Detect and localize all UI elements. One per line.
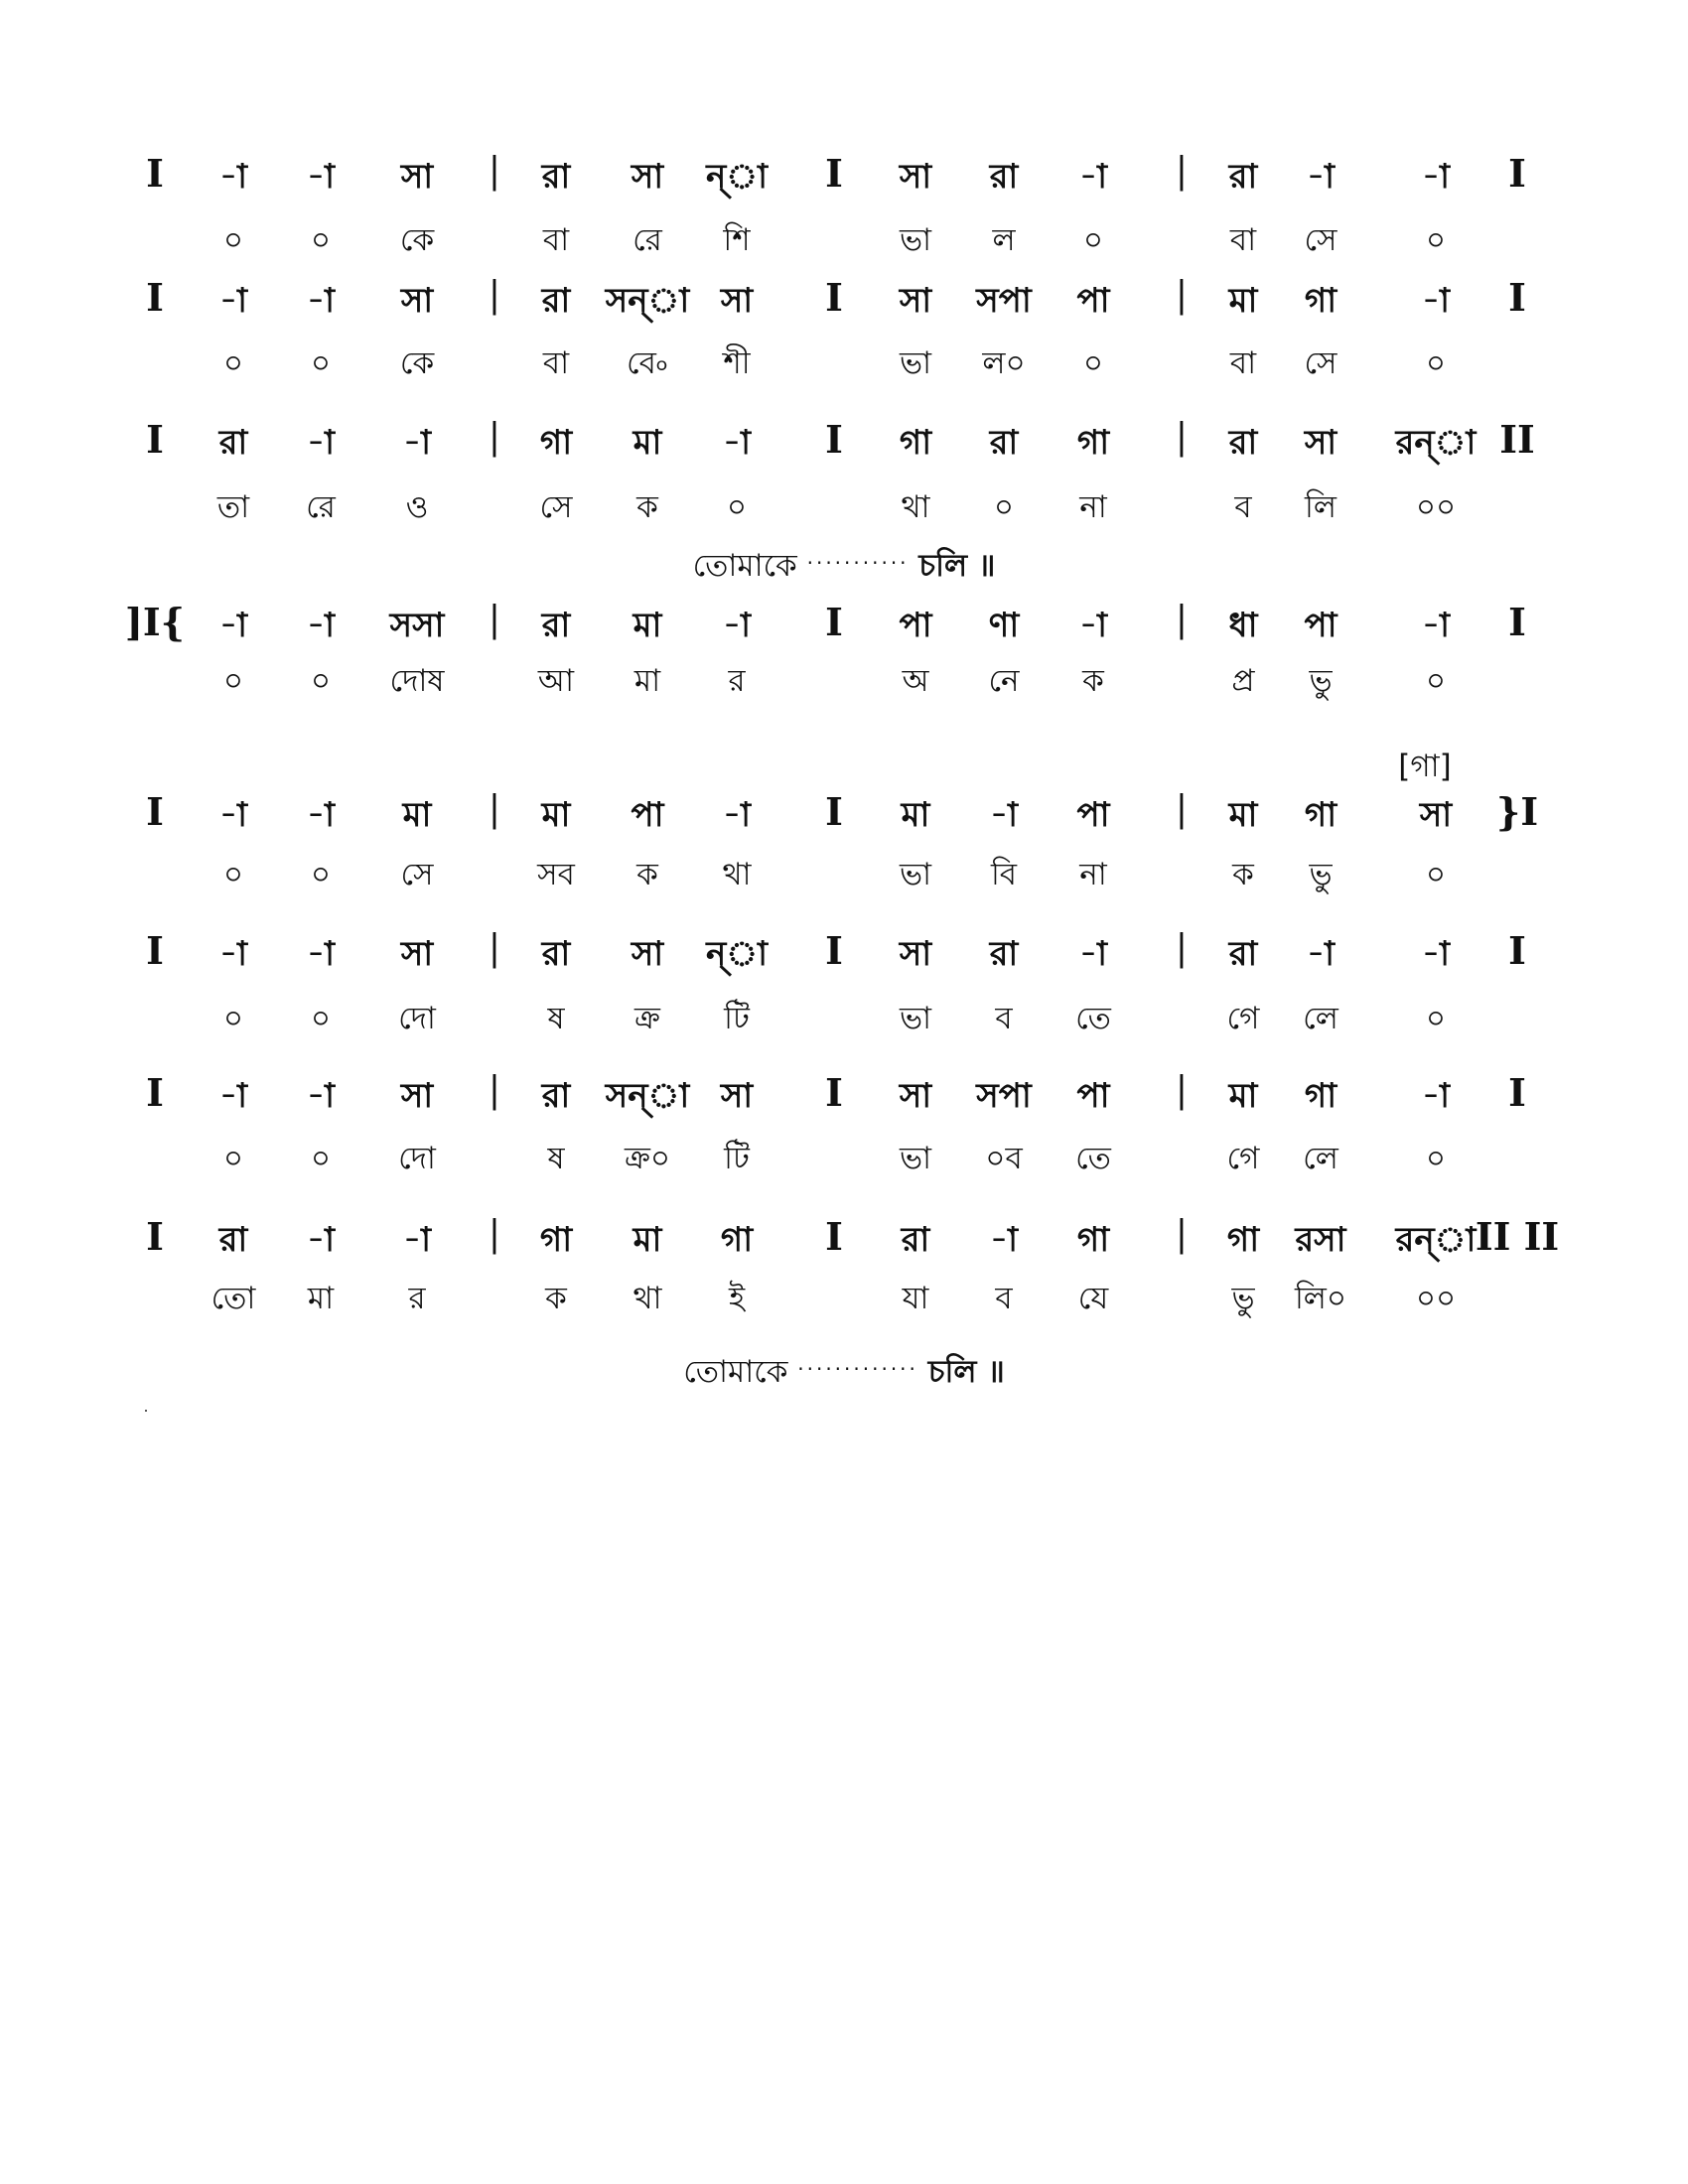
bar-line: | xyxy=(1175,151,1189,192)
bar-line: I xyxy=(825,151,843,196)
bar-line: I xyxy=(146,789,164,834)
lyric-syllable: মা xyxy=(307,1281,335,1316)
lyric-syllable: ভা xyxy=(899,222,932,258)
lyric-syllable: ভু xyxy=(1309,857,1333,892)
lyric-syllable: ক্র০ xyxy=(624,1141,671,1176)
note: রা xyxy=(989,157,1019,197)
lyric-syllable: বা xyxy=(1229,222,1257,258)
note: সা xyxy=(720,1076,754,1116)
bar-line: I xyxy=(146,1070,164,1115)
lyric-syllable: ল xyxy=(992,222,1016,258)
lyric-syllable: র xyxy=(408,1281,426,1316)
note: পা xyxy=(631,795,664,835)
lyric-syllable: লি০ xyxy=(1294,1281,1347,1316)
lyric-syllable: ক xyxy=(545,1281,567,1316)
note: পা xyxy=(1076,795,1110,835)
note: -া xyxy=(219,934,247,974)
note: সা xyxy=(720,281,754,321)
bar-line: | xyxy=(488,789,501,830)
note: মা xyxy=(901,795,930,835)
note: রা xyxy=(218,423,248,463)
lyric-syllable: ০ xyxy=(1082,345,1104,381)
bar-line: | xyxy=(1175,1070,1189,1111)
note: সা xyxy=(899,934,932,974)
note: ণা xyxy=(988,606,1020,645)
lyric-syllable: ও xyxy=(405,489,429,525)
note: -া xyxy=(1079,157,1107,197)
lyric-syllable: ভা xyxy=(899,345,932,381)
bar-line: I xyxy=(1508,275,1526,320)
lyric-syllable: ০ xyxy=(1425,222,1447,258)
note: মা xyxy=(402,795,432,835)
note: রা xyxy=(541,606,571,645)
bar-line: I xyxy=(146,275,164,320)
lyrics-row xyxy=(0,1275,1688,1334)
note: মা xyxy=(633,606,662,645)
note: গা xyxy=(1304,795,1337,835)
note: সপা xyxy=(976,281,1032,321)
lyric-syllable: ক xyxy=(1232,857,1254,892)
lyric-syllable: অ xyxy=(902,663,929,699)
note: পা xyxy=(1304,606,1337,645)
note: -া xyxy=(1422,1076,1450,1116)
note: -া xyxy=(1079,606,1107,645)
refrain-end: চলি ॥ xyxy=(918,548,996,584)
lyric-syllable: ০ xyxy=(310,345,332,381)
lyric-syllable: থা xyxy=(901,489,930,525)
lyrics-row xyxy=(0,995,1688,1054)
note: মা xyxy=(633,1220,662,1260)
bar-line: | xyxy=(488,600,501,640)
note: রা xyxy=(1228,934,1258,974)
lyric-syllable: বা xyxy=(542,222,570,258)
note: সপা xyxy=(976,1076,1032,1116)
bar-line: I xyxy=(146,417,164,462)
note: -া xyxy=(307,1220,335,1260)
lyric-syllable: কে xyxy=(399,222,435,258)
lyric-syllable: ভা xyxy=(899,1141,932,1176)
lyric-syllable: ভা xyxy=(899,1001,932,1036)
refrain-start: তোমাকে xyxy=(683,1354,788,1390)
note: -া xyxy=(403,423,431,463)
lyric-syllable: থা xyxy=(722,857,752,892)
lyric-syllable: আ xyxy=(537,663,575,699)
bar-line: I xyxy=(825,789,843,834)
lyrics-row xyxy=(0,483,1688,543)
note: রা xyxy=(541,1076,571,1116)
refrain-dots: ··········· xyxy=(806,551,910,575)
lyric-syllable: নে xyxy=(988,663,1020,699)
note: -া xyxy=(219,606,247,645)
lyric-syllable: দোষ xyxy=(389,663,445,699)
lyric-syllable: যা xyxy=(902,1281,929,1316)
lyric-syllable: প্র xyxy=(1231,663,1255,699)
lyric-syllable: টি xyxy=(724,1001,750,1036)
bar-line: I xyxy=(146,151,164,196)
bar-line: I xyxy=(825,1214,843,1259)
note: -া xyxy=(307,157,335,197)
note: -া xyxy=(307,606,335,645)
note: পা xyxy=(899,606,932,645)
bar-line: | xyxy=(488,275,501,316)
lyric-syllable: ০ xyxy=(1425,857,1447,892)
lyrics-row xyxy=(0,216,1688,276)
lyric-syllable: তে xyxy=(1075,1001,1111,1036)
note: রা xyxy=(1228,423,1258,463)
lyric-syllable: ০ xyxy=(1425,663,1447,699)
lyric-syllable: ০ xyxy=(310,222,332,258)
note: রা xyxy=(541,281,571,321)
lyric-syllable: মা xyxy=(633,663,661,699)
note: সা xyxy=(1304,423,1337,463)
note: সসা xyxy=(389,606,445,645)
lyric-syllable: লি xyxy=(1305,489,1336,525)
refrain-line xyxy=(0,1348,1688,1400)
lyric-syllable: সে xyxy=(1304,345,1337,381)
bar-line: | xyxy=(1175,928,1189,969)
note: -া xyxy=(723,423,751,463)
lyric-syllable: ভু xyxy=(1309,663,1333,699)
note: সা xyxy=(400,1076,434,1116)
bar-line: I xyxy=(825,417,843,462)
note: গা xyxy=(1226,1220,1260,1260)
note: রা xyxy=(218,1220,248,1260)
lyric-syllable: তা xyxy=(216,489,250,525)
lyric-syllable: তো xyxy=(211,1281,256,1316)
bar-line: | xyxy=(488,928,501,969)
note: মা xyxy=(633,423,662,463)
note: -া xyxy=(1422,281,1450,321)
lyric-syllable: থা xyxy=(633,1281,662,1316)
lyric-syllable: ০ xyxy=(222,345,244,381)
note: সা xyxy=(899,157,932,197)
note: -া xyxy=(723,795,751,835)
lyric-syllable: রে xyxy=(306,489,336,525)
lyric-syllable: ০ xyxy=(1425,1141,1447,1176)
notes-row xyxy=(0,928,1688,988)
lyrics-row xyxy=(0,851,1688,910)
bar-line: I xyxy=(1508,1070,1526,1115)
lyric-syllable: ০ xyxy=(310,1141,332,1176)
note: -া xyxy=(307,795,335,835)
note: -া xyxy=(307,1076,335,1116)
lyric-syllable: শি xyxy=(723,222,751,258)
scan-speck xyxy=(145,1410,147,1412)
note: রা xyxy=(989,423,1019,463)
note: রা xyxy=(901,1220,930,1260)
bar-line: I xyxy=(825,600,843,644)
lyric-syllable: ভা xyxy=(899,857,932,892)
note: মা xyxy=(541,795,571,835)
lyric-syllable: ই xyxy=(728,1281,746,1316)
note: গা xyxy=(1304,1076,1337,1116)
note: সন্া xyxy=(605,1076,690,1116)
note: -া xyxy=(1422,157,1450,197)
note: সা xyxy=(631,934,664,974)
lyric-syllable: ব xyxy=(995,1281,1013,1316)
lyric-syllable: ক xyxy=(1082,663,1104,699)
lyric-syllable: তে xyxy=(1075,1141,1111,1176)
lyric-syllable: ভু xyxy=(1231,1281,1255,1316)
lyric-syllable: ০ xyxy=(993,489,1015,525)
lyric-syllable: ০ xyxy=(310,1001,332,1036)
note: গা xyxy=(720,1220,754,1260)
note: -া xyxy=(219,157,247,197)
note: সা xyxy=(1419,795,1453,835)
note: গা xyxy=(539,423,573,463)
lyric-syllable: টি xyxy=(724,1141,750,1176)
note: ধা xyxy=(1228,606,1258,645)
lyric-syllable: বা xyxy=(1229,345,1257,381)
lyric-syllable: ০ xyxy=(222,663,244,699)
note: -া xyxy=(219,1076,247,1116)
lyric-syllable: বি xyxy=(990,857,1018,892)
lyric-syllable: ০ xyxy=(310,857,332,892)
note: সা xyxy=(899,281,932,321)
bar-line: | xyxy=(1175,600,1189,640)
note: -া xyxy=(1307,157,1335,197)
bar-line: | xyxy=(1175,275,1189,316)
notes-row xyxy=(0,1214,1688,1274)
lyric-syllable: বা xyxy=(542,345,570,381)
lyric-syllable: ০ xyxy=(222,1141,244,1176)
lyric-syllable: ষ xyxy=(547,1141,565,1176)
note: -া xyxy=(307,281,335,321)
note: -া xyxy=(990,1220,1018,1260)
note: রন্া xyxy=(1395,423,1477,463)
note: -া xyxy=(307,934,335,974)
lyric-syllable: ০ xyxy=(1425,345,1447,381)
note: -া xyxy=(1307,934,1335,974)
lyric-syllable: ০ xyxy=(1425,1001,1447,1036)
note: গা xyxy=(899,423,932,463)
lyric-syllable: বে৹ xyxy=(626,345,669,381)
note: ন্া xyxy=(706,934,768,974)
note: মা xyxy=(1228,1076,1258,1116)
lyrics-row xyxy=(0,340,1688,399)
note: মা xyxy=(1228,281,1258,321)
note: -া xyxy=(307,423,335,463)
note: সা xyxy=(899,1076,932,1116)
lyric-syllable: ০ব xyxy=(985,1141,1023,1176)
note: গা xyxy=(1076,1220,1110,1260)
note: সা xyxy=(400,281,434,321)
lyric-syllable: দো xyxy=(398,1141,436,1176)
note: রা xyxy=(989,934,1019,974)
lyric-syllable: ব xyxy=(1234,489,1252,525)
note: রা xyxy=(1228,157,1258,197)
note: গা xyxy=(539,1220,573,1260)
bar-line: | xyxy=(1175,417,1189,458)
note: সা xyxy=(400,934,434,974)
lyrics-row xyxy=(0,657,1688,717)
notes-row xyxy=(0,1070,1688,1130)
bar-line: I xyxy=(825,928,843,973)
lyric-syllable: ০ xyxy=(310,663,332,699)
lyric-syllable: লে xyxy=(1303,1001,1338,1036)
lyric-syllable: সে xyxy=(1304,222,1337,258)
lyric-syllable: দো xyxy=(398,1001,436,1036)
lyric-syllable: ক xyxy=(636,489,658,525)
bar-line: ]I{ xyxy=(124,600,186,644)
lyric-syllable: সে xyxy=(539,489,573,525)
notes-row xyxy=(0,275,1688,335)
note: সা xyxy=(631,157,664,197)
note: মা xyxy=(1228,795,1258,835)
note: রসা xyxy=(1295,1220,1346,1260)
notes-row xyxy=(0,151,1688,210)
lyric-syllable: না xyxy=(1079,489,1107,525)
note: রা xyxy=(541,934,571,974)
lyric-syllable: ০০ xyxy=(1415,1281,1457,1316)
notes-row xyxy=(0,417,1688,477)
note: -া xyxy=(219,795,247,835)
lyric-syllable: কে xyxy=(399,345,435,381)
lyric-syllable: ল০ xyxy=(982,345,1026,381)
note: পা xyxy=(1076,281,1110,321)
note: রা xyxy=(541,157,571,197)
lyric-syllable: ০ xyxy=(222,857,244,892)
bar-line: I xyxy=(1508,600,1526,644)
note: রন্া xyxy=(1395,1220,1477,1260)
bar-line: | xyxy=(488,1070,501,1111)
lyric-syllable: ০ xyxy=(222,1001,244,1036)
note: -া xyxy=(990,795,1018,835)
lyric-syllable: ব xyxy=(995,1001,1013,1036)
bar-line: }I xyxy=(1495,789,1539,834)
bar-line: I xyxy=(146,928,164,973)
lyrics-row xyxy=(0,1135,1688,1194)
bar-line: | xyxy=(488,151,501,192)
bar-line: I xyxy=(1508,151,1526,196)
refrain-end: চলি ॥ xyxy=(927,1354,1005,1390)
lyric-syllable: গে xyxy=(1226,1141,1260,1176)
lyric-syllable: ষ xyxy=(547,1001,565,1036)
refrain-line xyxy=(0,542,1688,594)
note: সন্া xyxy=(605,281,690,321)
lyric-syllable: ক xyxy=(636,857,658,892)
lyric-syllable: র xyxy=(728,663,746,699)
note: -া xyxy=(1422,606,1450,645)
lyric-syllable: শী xyxy=(723,345,751,381)
lyric-syllable: ০ xyxy=(1082,222,1104,258)
lyric-syllable: সব xyxy=(537,857,575,892)
note: -া xyxy=(1079,934,1107,974)
note: গা xyxy=(1304,281,1337,321)
refrain-dots: ············· xyxy=(797,1357,918,1381)
lyric-syllable: না xyxy=(1079,857,1107,892)
lyric-syllable: ০ xyxy=(222,222,244,258)
lyric-syllable: ০০ xyxy=(1415,489,1457,525)
note: ন্া xyxy=(706,157,768,197)
bar-line: I xyxy=(146,1214,164,1259)
note: গা xyxy=(1076,423,1110,463)
note: -া xyxy=(403,1220,431,1260)
bar-line: II xyxy=(1499,417,1535,462)
lyric-syllable: ০ xyxy=(726,489,748,525)
note: -া xyxy=(723,606,751,645)
note: সা xyxy=(400,157,434,197)
lyric-syllable: গে xyxy=(1226,1001,1260,1036)
bar-line: II II xyxy=(1475,1214,1560,1259)
note: -া xyxy=(219,281,247,321)
bar-line: | xyxy=(488,1214,501,1255)
refrain-start: তোমাকে xyxy=(692,548,797,584)
bar-line: | xyxy=(1175,1214,1189,1255)
bar-line: I xyxy=(1508,928,1526,973)
bar-line: I xyxy=(825,275,843,320)
bracket-note: [গা] xyxy=(1398,749,1452,784)
bar-line: | xyxy=(1175,789,1189,830)
note: পা xyxy=(1076,1076,1110,1116)
lyric-syllable: যে xyxy=(1077,1281,1109,1316)
lyric-syllable: ক্র xyxy=(634,1001,660,1036)
note: -া xyxy=(1422,934,1450,974)
lyric-syllable: লে xyxy=(1303,1141,1338,1176)
notes-row xyxy=(0,600,1688,659)
bar-line: I xyxy=(825,1070,843,1115)
lyric-syllable: রে xyxy=(633,222,662,258)
lyric-syllable: সে xyxy=(400,857,434,892)
bar-line: | xyxy=(488,417,501,458)
notes-row xyxy=(0,789,1688,849)
